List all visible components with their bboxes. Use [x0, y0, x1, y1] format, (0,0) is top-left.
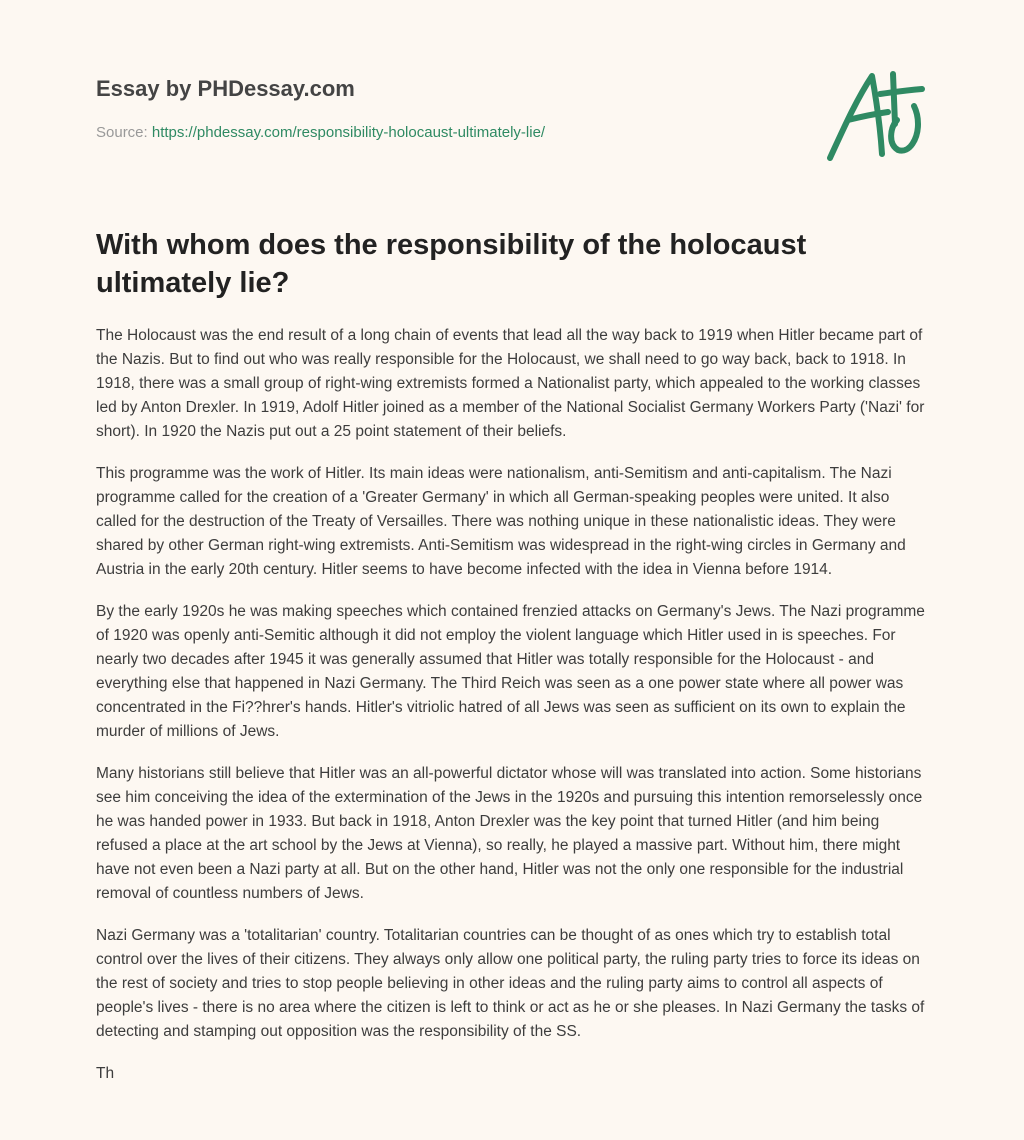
essay-paragraph: Nazi Germany was a 'totalitarian' country. Totalitarian countries can be thought of as ones which try to establish total control over the lives of their citizens. They always only allow one political party, the ruling party tries to force its ideas on the rest of society and tries to stop people believing in other ideas and the ruling party aims to control all aspects of people's lives - there is no area where the citizen is left to think or act as he or she pleases. In Nazi Germany the tasks of detecting and stamping out opposition was the responsibility of the SS.: [96, 927, 925, 1040]
essay-paragraph: By the early 1920s he was making speeches which contained frenzied attacks on Germany's Jews. The Nazi programme of 1920 was openly anti-Semitic although it did not employ the violent language which Hitler used in is speeches. For nearly two decades after 1945 it was generally assumed that Hitler was totally responsible for the Holocaust - and everything else that happened in Nazi Germany. The Third Reich was seen as a one power state where all power was concentrated in the Fi??hrer's hands. Hitler's vitriolic hatred of all Jews was seen as sufficient on its own to explain the murder of millions of Jews.: [96, 603, 925, 740]
source-link[interactable]: https://phdessay.com/responsibility-holocaust-ultimately-lie/: [151, 124, 546, 141]
essay-paragraph: This programme was the work of Hitler. Its main ideas were nationalism, anti-Semitism and anti-capitalism. The Nazi programme called for the creation of a 'Greater Germany' in which all German-speaking peoples were united. It also called for the destruction of the Treaty of Versailles. There was nothing unique in these nationalistic ideas. They were shared by other German right-wing extremists. Anti-Semitism was widespread in the right-wing circles in Germany and Austria in the early 20th century. Hitler seems to have become infected with the idea in Vienna before 1914.: [96, 465, 906, 578]
essay-paragraph-truncated: Th: [96, 1065, 115, 1082]
source-label: Source:: [96, 124, 148, 141]
site-brand: Essay by PHDessay.com: [96, 76, 355, 101]
essay-title: With whom does the responsibility of the holocaust ultimately lie?: [96, 229, 807, 299]
essay-paragraph: The Holocaust was the end result of a long chain of events that lead all the way back to 1919 when Hitler became part of the Nazis. But to find out who was really responsible for the Holocaust, we shall need to go way back, back to 1918. In 1918, there was a small group of right-wing extremists formed a Nationalist party, which appealed to the working classes led by Anton Drexler. In 1919, Adolf Hitler joined as a member of the National Socialist Germany Workers Party ('Nazi' for short). In 1920 the Nazis put out a 25 point statement of their beliefs.: [96, 327, 925, 440]
a-plus-logo-icon: [820, 62, 932, 170]
essay-body: [96, 324, 928, 1104]
source-line: [96, 124, 545, 141]
essay-paragraph: Many historians still believe that Hitler was an all-powerful dictator whose will was translated into action. Some historians see him conceiving the idea of the extermination of the Jews in the 1920s and pursuing this intention remorselessly once he was handed power in 1933. But back in 1918, Anton Drexler was the key point that turned Hitler (and him being refused a place at the art school by the Jews at Vienna), so really, he played a massive part. Without him, there might have not even been a Nazi party at all. But on the other hand, Hitler was not the only one responsible for the industrial removal of countless numbers of Jews.: [96, 765, 923, 902]
